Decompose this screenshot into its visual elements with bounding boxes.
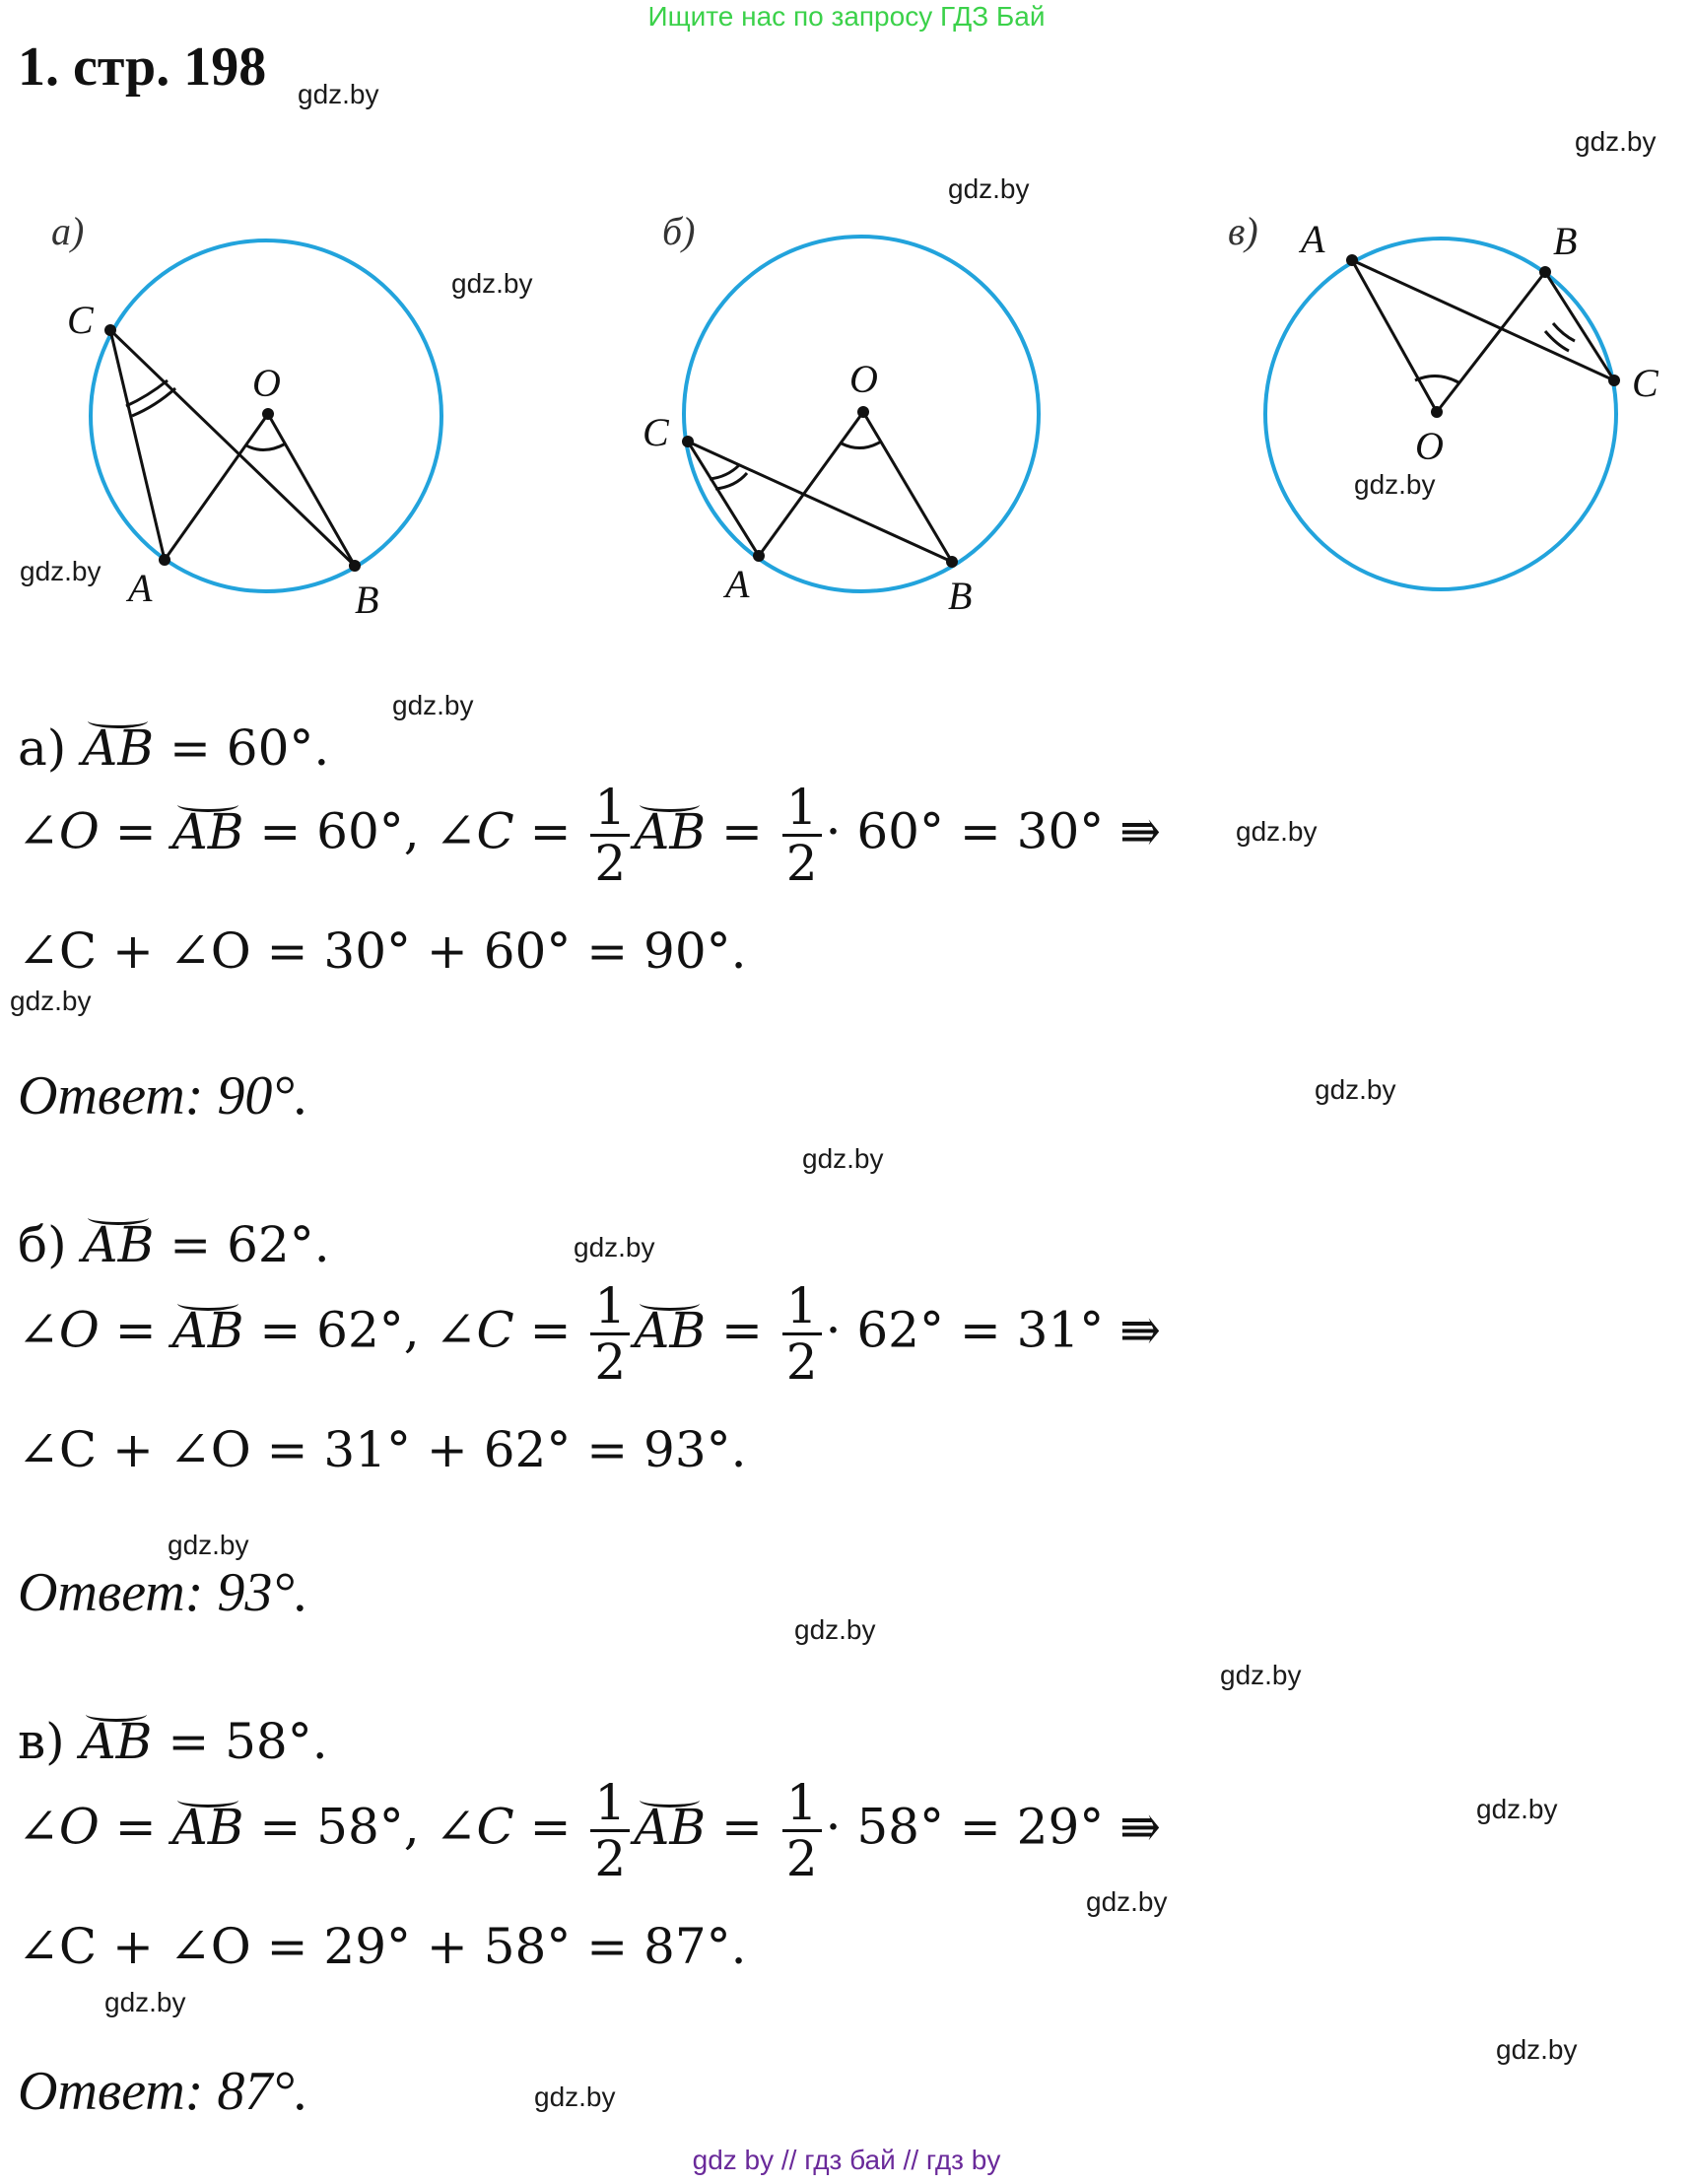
figure-b-label: б) <box>662 209 696 253</box>
figure-a-label: а) <box>51 209 85 253</box>
point-C: C <box>67 298 94 342</box>
point-A: A <box>725 562 750 606</box>
watermark: gdz.by <box>1476 1794 1558 1824</box>
figure-c <box>1228 209 1659 589</box>
part-c-line2: ∠C + ∠O = 29° + 58° = 87°. <box>18 1918 747 1975</box>
figure-b <box>643 209 1039 618</box>
part-c-answer: Ответ: 87°. <box>18 2061 308 2122</box>
part-a-line1: ∠O = AB = 60°, ∠C = $\frac{1}{2}$ AB = $\frac{1}{2}$ · 60° = 30° ⇛ <box>18 779 1162 892</box>
watermark: gdz.by <box>20 556 102 586</box>
part-b-answer: Ответ: 93°. <box>18 1562 308 1623</box>
watermark: gdz.by <box>802 1143 884 1174</box>
point-C: C <box>1632 361 1659 405</box>
part-a-answer: Ответ: 90°. <box>18 1065 308 1126</box>
point-B: B <box>1553 219 1578 263</box>
part-a-line2: ∠C + ∠O = 30° + 60° = 90°. <box>18 922 747 980</box>
watermark: gdz.by <box>1354 469 1436 500</box>
footer-links[interactable]: gdz by // гдз бай // гдз by <box>692 2145 1001 2175</box>
point-A: A <box>1301 217 1325 261</box>
point-O: O <box>252 361 281 405</box>
watermark: gdz.by <box>1236 816 1318 847</box>
watermark: gdz.by <box>298 79 379 109</box>
watermark: gdz.by <box>1575 126 1657 157</box>
point-B: B <box>355 578 379 622</box>
watermark: gdz.by <box>948 173 1030 204</box>
watermark: gdz.by <box>794 1614 876 1645</box>
point-O: O <box>1415 424 1444 468</box>
geometry-figures <box>0 187 1693 641</box>
part-a-given: а) AB = 60°. <box>18 719 330 777</box>
exercise-title: 1. стр. 198 <box>18 36 267 98</box>
watermark: gdz.by <box>1315 1074 1396 1105</box>
part-b-line2: ∠C + ∠O = 31° + 62° = 93°. <box>18 1421 747 1478</box>
watermark: gdz.by <box>1086 1886 1168 1917</box>
watermark: gdz.by <box>1496 2034 1578 2065</box>
part-b-line1: ∠O = AB = 62°, ∠C = $\frac{1}{2}$ AB = $\frac{1}{2}$ · 62° = 31° ⇛ <box>18 1277 1162 1391</box>
watermark: gdz.by <box>168 1530 249 1560</box>
part-b-given: б) AB = 62°. <box>18 1216 330 1273</box>
figure-c-label: в) <box>1228 209 1258 253</box>
watermark: gdz.by <box>1220 1660 1302 1690</box>
watermark: gdz.by <box>392 690 474 720</box>
point-A: A <box>128 566 153 610</box>
point-O: O <box>849 357 878 401</box>
point-C: C <box>643 410 669 454</box>
watermark: gdz.by <box>451 268 533 299</box>
watermark: gdz.by <box>534 2082 616 2112</box>
part-c-given: в) AB = 58°. <box>18 1713 328 1770</box>
watermark: gdz.by <box>574 1232 655 1263</box>
figure-a <box>51 209 441 622</box>
part-c-line1: ∠O = AB = 58°, ∠C = $\frac{1}{2}$ AB = $\frac{1}{2}$ · 58° = 29° ⇛ <box>18 1774 1162 1887</box>
search-banner[interactable]: Ищите нас по запросу ГДЗ Бай <box>647 1 1046 32</box>
watermark: gdz.by <box>104 1987 186 2017</box>
watermark: gdz.by <box>10 986 92 1016</box>
point-B: B <box>948 574 973 618</box>
